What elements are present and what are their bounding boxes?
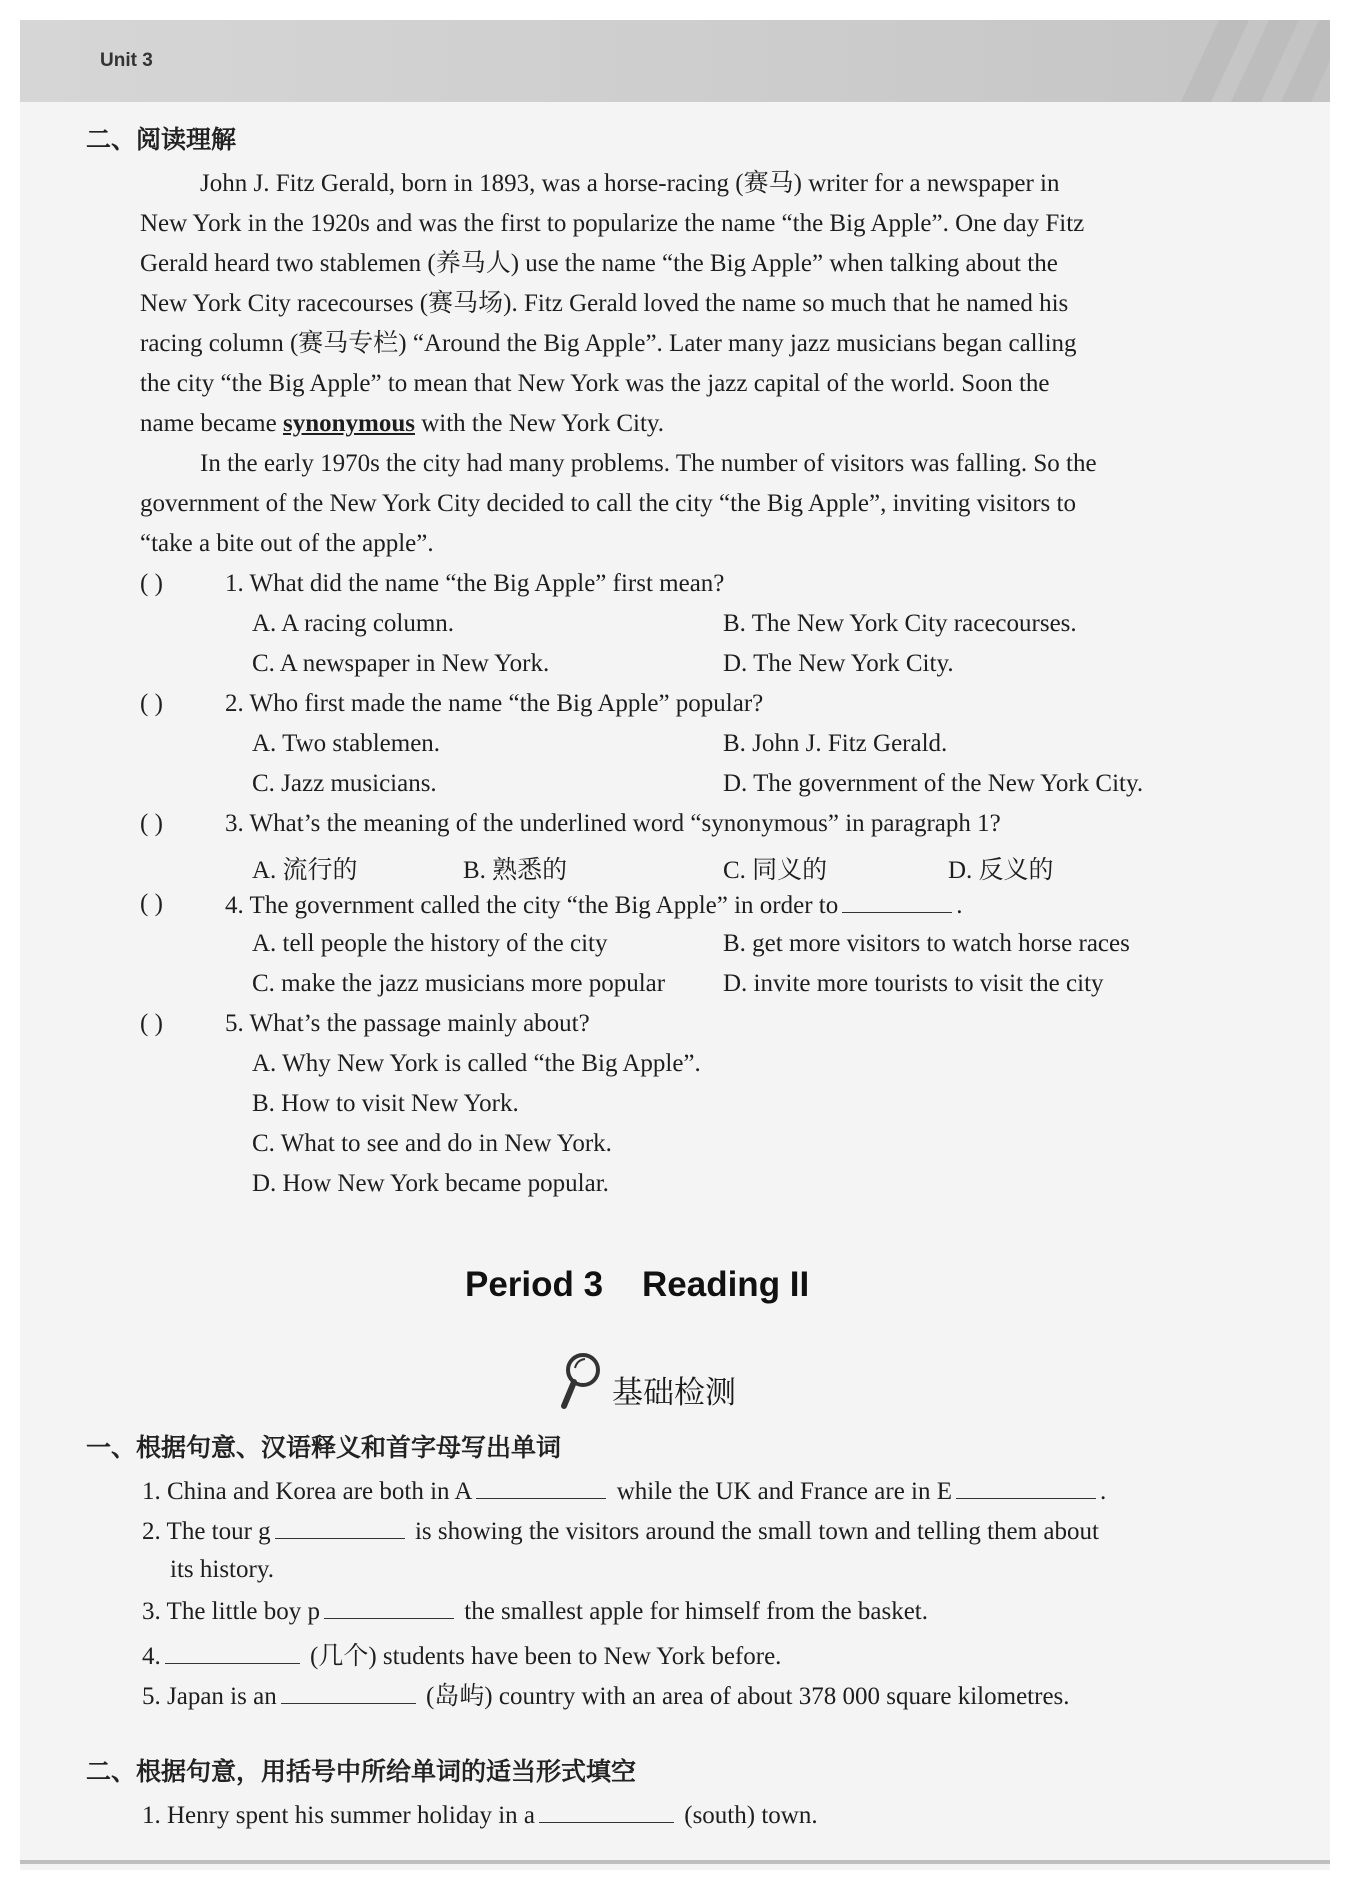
answer-blank[interactable] bbox=[324, 1596, 454, 1619]
item-text: its history. bbox=[170, 1556, 274, 1583]
basic-test-title: 基础检测 bbox=[612, 1375, 736, 1411]
unit-label: Unit 3 bbox=[100, 50, 153, 71]
answer-paren[interactable]: ( ) bbox=[140, 890, 163, 917]
item-text: the smallest apple for himself from the basket. bbox=[464, 1598, 929, 1625]
exercise-item-2 bbox=[142, 1516, 1099, 1546]
period-title: Period 3 Reading II bbox=[465, 1265, 810, 1304]
item-text: 5. Japan is an bbox=[142, 1683, 277, 1710]
option-d[interactable]: D. invite more tourists to visit the city bbox=[723, 970, 1104, 997]
workbook-page bbox=[20, 20, 1330, 1870]
header-band bbox=[20, 20, 1330, 102]
magnifier-icon bbox=[555, 1350, 603, 1410]
option-d[interactable]: D. How New York became popular. bbox=[252, 1170, 609, 1197]
item-text: 3. The little boy p bbox=[142, 1598, 320, 1625]
option-d[interactable]: D. The government of the New York City. bbox=[723, 770, 1144, 797]
option-a[interactable]: A. Why New York is called “the Big Apple”. bbox=[252, 1050, 701, 1077]
option-d[interactable]: D. The New York City. bbox=[723, 650, 954, 677]
option-c[interactable]: C. What to see and do in New York. bbox=[252, 1130, 612, 1157]
option-b[interactable]: B. get more visitors to watch horse races bbox=[723, 930, 1130, 957]
answer-blank[interactable] bbox=[539, 1800, 674, 1823]
option-b[interactable]: B. John J. Fitz Gerald. bbox=[723, 730, 948, 757]
question-text: 4. The government called the city “the Big Apple” in order to . bbox=[225, 892, 963, 919]
section1-heading: 一、根据句意、汉语释义和首字母写出单词 bbox=[86, 1433, 562, 1462]
item-text: 1. Henry spent his summer holiday in a bbox=[142, 1802, 535, 1829]
option-a[interactable]: A. tell people the history of the city bbox=[252, 930, 608, 957]
question-label: 4. The government called the city “the Big Apple” in order to bbox=[225, 892, 839, 919]
reading-heading: 二、阅读理解 bbox=[86, 125, 237, 154]
question-text: 1. What did the name “the Big Apple” first mean? bbox=[225, 570, 725, 597]
answer-blank[interactable] bbox=[165, 1641, 300, 1664]
item-text: 1. China and Korea are both in A bbox=[142, 1478, 473, 1505]
option-b[interactable]: B. How to visit New York. bbox=[252, 1090, 519, 1117]
passage-line: In the early 1970s the city had many problems. The number of visitors was falling. So the bbox=[200, 450, 1097, 477]
item-text: (几个) students have been to New York before. bbox=[310, 1643, 782, 1670]
passage-line: Gerald heard two stablemen (养马人) use the name “the Big Apple” when talking about the bbox=[140, 250, 1058, 277]
option-b[interactable]: B. The New York City racecourses. bbox=[723, 610, 1077, 637]
question-text: 3. What’s the meaning of the underlined word “synonymous” in paragraph 1? bbox=[225, 810, 1001, 837]
option-d[interactable]: D. 反义的 bbox=[948, 857, 1054, 884]
passage-text: with the New York City. bbox=[414, 410, 665, 437]
answer-paren[interactable]: ( ) bbox=[140, 570, 163, 597]
section2-heading: 二、根据句意，用括号中所给单词的适当形式填空 bbox=[86, 1757, 637, 1786]
option-b[interactable]: B. 熟悉的 bbox=[463, 857, 568, 884]
item-text: (south) town. bbox=[684, 1802, 818, 1829]
question-text: 2. Who first made the name “the Big Apple” popular? bbox=[225, 690, 764, 717]
item-text: while the UK and France are in E bbox=[616, 1478, 953, 1505]
exercise-item-1: 1. China and Korea are both in A while the UK and France are in E . bbox=[142, 1478, 1107, 1505]
item-text: 2. The tour g bbox=[142, 1518, 271, 1545]
item-text: 4. bbox=[142, 1643, 161, 1670]
item-text: (岛屿) country with an area of about 378 000 square kilometres. bbox=[425, 1683, 1070, 1710]
passage-text: name became bbox=[140, 410, 283, 437]
option-a[interactable]: A. Two stablemen. bbox=[252, 730, 441, 757]
passage-line: New York in the 1920s and was the first to popularize the name “the Big Apple”. One day Fitz bbox=[140, 210, 1085, 237]
option-c[interactable]: C. 同义的 bbox=[723, 857, 828, 884]
passage-line: John J. Fitz Gerald, born in 1893, was a horse-racing (赛马) writer for a newspaper in bbox=[200, 170, 1060, 197]
question-text: 5. What’s the passage mainly about? bbox=[225, 1010, 590, 1037]
underlined-word: synonymous bbox=[282, 410, 415, 437]
answer-blank[interactable] bbox=[281, 1681, 416, 1704]
option-c[interactable]: C. Jazz musicians. bbox=[252, 770, 437, 797]
passage-line: New York City racecourses (赛马场). Fitz Gerald loved the name so much that he named his bbox=[140, 290, 1069, 317]
option-a[interactable]: A. 流行的 bbox=[252, 857, 358, 884]
bottom-border bbox=[20, 1860, 1330, 1864]
answer-paren[interactable]: ( ) bbox=[140, 690, 163, 717]
answer-blank[interactable] bbox=[476, 1476, 606, 1499]
answer-paren[interactable]: ( ) bbox=[140, 1010, 163, 1037]
exercise-item-4 bbox=[142, 1636, 781, 1672]
answer-paren[interactable]: ( ) bbox=[140, 810, 163, 837]
passage-line: government of the New York City decided to call the city “the Big Apple”, inviting visitors to bbox=[140, 490, 1076, 517]
passage-line bbox=[140, 404, 664, 444]
passage-line: the city “the Big Apple” to mean that New York was the jazz capital of the world. Soon the bbox=[140, 370, 1050, 397]
exercise-item-5 bbox=[142, 1676, 1070, 1712]
exercise2-item-1 bbox=[142, 1800, 818, 1830]
answer-blank[interactable] bbox=[956, 1476, 1096, 1499]
passage-line: “take a bite out of the apple”. bbox=[140, 530, 434, 557]
exercise-item-3 bbox=[142, 1596, 928, 1626]
item-text: is showing the visitors around the small town and telling them about bbox=[414, 1518, 1099, 1545]
answer-blank[interactable] bbox=[275, 1516, 405, 1539]
option-c[interactable]: C. make the jazz musicians more popular bbox=[252, 970, 666, 997]
answer-blank[interactable] bbox=[842, 890, 952, 913]
passage-line: racing column (赛马专栏) “Around the Big Apple”. Later many jazz musicians began calling bbox=[140, 330, 1077, 357]
option-c[interactable]: C. A newspaper in New York. bbox=[252, 650, 550, 677]
option-a[interactable]: A. A racing column. bbox=[252, 610, 455, 637]
